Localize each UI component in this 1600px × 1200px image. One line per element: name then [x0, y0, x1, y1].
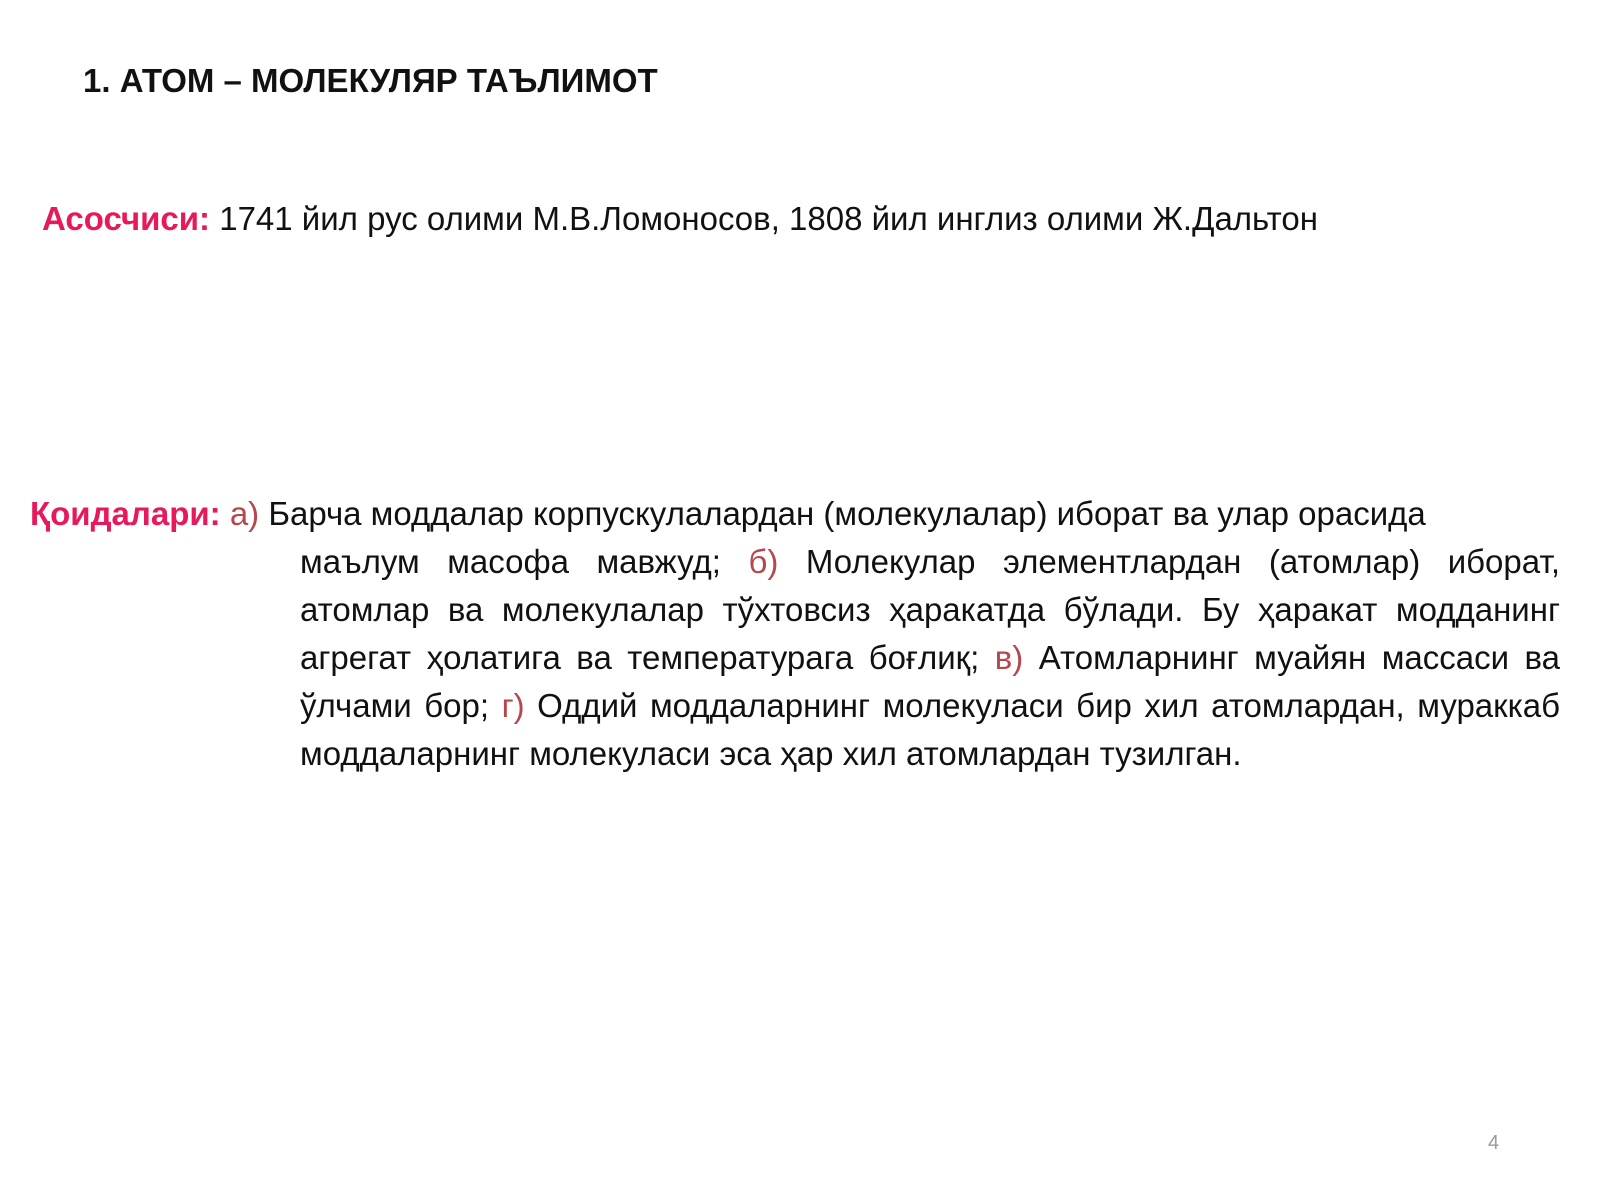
slide-title: 1. АТОМ – МОЛЕКУЛЯР ТАЪЛИМОТ — [83, 62, 658, 99]
rule-text-v: Атомларнинг муайян массаси ва ўлчами бор; — [300, 639, 1561, 724]
rule-marker-a: а) — [229, 495, 260, 532]
rule-text-a-continued: маълум масофа мавжуд; — [300, 543, 721, 580]
founders-line — [42, 200, 1318, 238]
rule-text-a: Барча моддалар корпускулалардан (молекулалар) иборат ва улар орасида — [268, 495, 1426, 532]
page-number: 4 — [1488, 1132, 1500, 1154]
rules-first-line — [30, 490, 1560, 538]
founders-label: Асосчиси: — [42, 200, 211, 237]
founders-text: 1741 йил рус олими М.В.Ломоносов, 1808 йил инглиз олими Ж.Дальтон — [210, 200, 1318, 237]
rules-block — [30, 490, 1560, 778]
rule-marker-b: б) — [748, 543, 779, 580]
rule-text-b: Молекулар элементлардан (атомлар) иборат, атомлар ва молекулалар тўхтовсиз ҳаракатда бўлади. Бу ҳаракат модданинг агрегат ҳолатига ва температурага боғлиқ; — [300, 543, 1560, 676]
rule-marker-v: в) — [994, 639, 1024, 676]
rule-text-g: Оддий моддаларнинг молекуласи бир хил атомлардан, мураккаб моддаларнинг молекуласи эса ҳар хил атомлардан тузилган. — [300, 687, 1561, 772]
rule-marker-g: г) — [501, 687, 525, 724]
rules-body — [300, 538, 1560, 778]
rules-label: Қоидалари: — [30, 495, 221, 532]
